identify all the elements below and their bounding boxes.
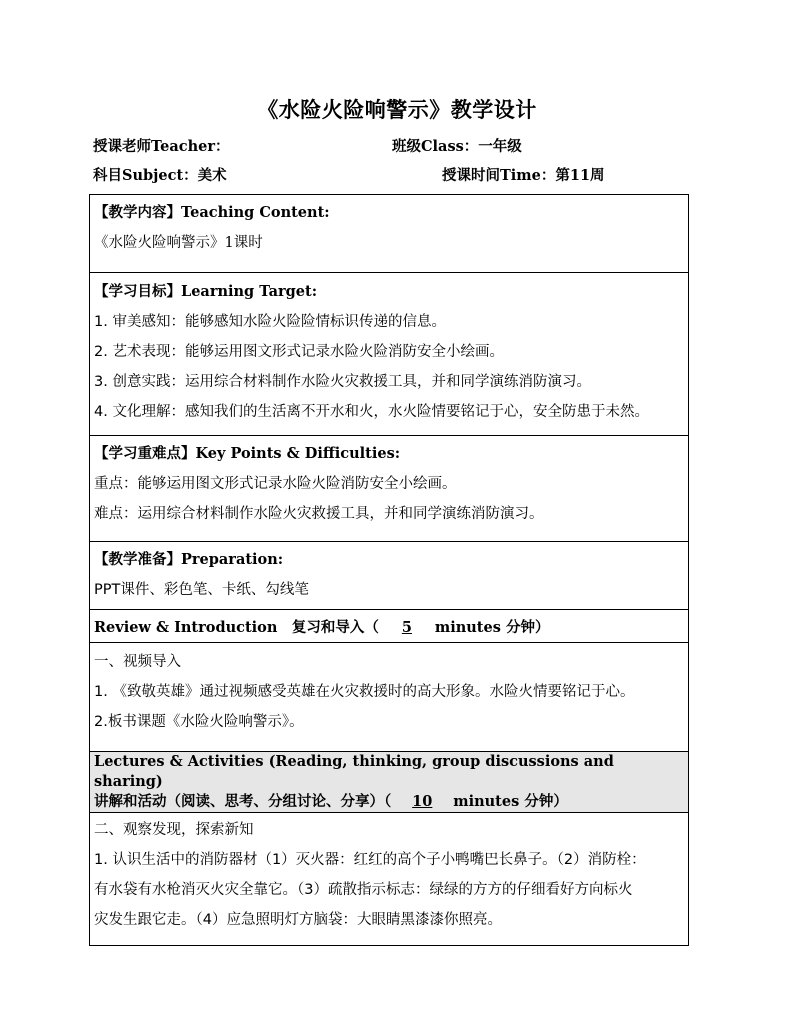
difficulties-section: [90, 436, 689, 542]
lectures-header-row: [90, 752, 689, 813]
target-item: 2. 艺术表现：能够运用图文形式记录水险火险消防安全小绘画。: [94, 344, 504, 360]
target-item: 1. 审美感知：能够感知水险火险险情标识传递的信息。: [94, 314, 446, 330]
lectures-minutes: 10: [412, 793, 433, 810]
document-title: 《水险火险响警示》教学设计: [257, 97, 537, 122]
content-heading: 【教学内容】Teaching Content:: [94, 204, 330, 221]
preparation-heading: 【教学准备】Preparation:: [94, 551, 284, 568]
lectures-label-cn: 讲解和活动（阅读、思考、分组讨论、分享）（: [94, 793, 392, 810]
lesson-plan-table: [89, 194, 689, 946]
lectures-label: Lectures & Activities (Reading, thinking, group discussions and sharing): [94, 753, 614, 790]
lecture-item: 灾发生跟它走。（4）应急照明灯方脑袋：大眼睛黑漆漆你照亮。: [94, 912, 502, 928]
review-label: Review & Introduction 复习和导入（: [94, 618, 379, 636]
content-text: 《水险火险响警示》1课时: [94, 235, 263, 251]
class-label: 班级Class：一年级: [392, 138, 522, 155]
target-item: 3. 创意实践：运用综合材料制作水险火灾救援工具，并和同学演练消防演习。: [94, 374, 591, 390]
review-minutes: 5: [401, 618, 412, 636]
preparation-text: PPT课件、彩色笔、卡纸、勾线笔: [94, 582, 309, 598]
lecture-item: 1. 认识生活中的消防器材（1）灭火器：红红的高个子小鸭嘴巴长鼻子。（2）消防栓：: [94, 852, 646, 868]
target-item: 4. 文化理解：感知我们的生活离不开水和火，水火险情要铭记于心，安全防患于未然。: [94, 404, 649, 420]
review-header-row: [90, 610, 689, 643]
review-item: 一、视频导入: [94, 654, 181, 670]
preparation-section: [90, 542, 689, 610]
time-label: 授课时间Time：第11周: [442, 167, 605, 184]
review-item: 1. 《致敬英雄》通过视频感受英雄在火灾救援时的高大形象。水险火情要铭记于心。: [94, 684, 635, 700]
teacher-label: 授课老师Teacher：: [93, 138, 230, 155]
target-heading: 【学习目标】Learning Target:: [94, 283, 318, 300]
subject-label: 科目Subject：美术: [93, 167, 227, 184]
lecture-item: 二、观察发现，探索新知: [94, 822, 254, 838]
lectures-section: [90, 813, 689, 946]
key-point: 重点：能够运用图文形式记录水险火险消防安全小绘画。: [94, 476, 457, 492]
review-section: [90, 643, 689, 752]
target-section: [90, 273, 689, 436]
review-unit: minutes 分钟）: [434, 618, 550, 636]
difficulty: 难点：运用综合材料制作水险火灾救援工具，并和同学演练消防演习。: [94, 506, 544, 522]
lectures-unit: minutes 分钟）: [453, 793, 568, 810]
review-item: 2.板书课题《水险火险响警示》。: [94, 714, 304, 730]
lecture-item: 有水袋有水枪消灭火灾全靠它。（3）疏散指示标志：绿绿的方方的仔细看好方向标火: [94, 882, 633, 898]
content-section: [90, 195, 689, 273]
difficulties-heading: 【学习重难点】Key Points & Difficulties:: [94, 445, 401, 462]
